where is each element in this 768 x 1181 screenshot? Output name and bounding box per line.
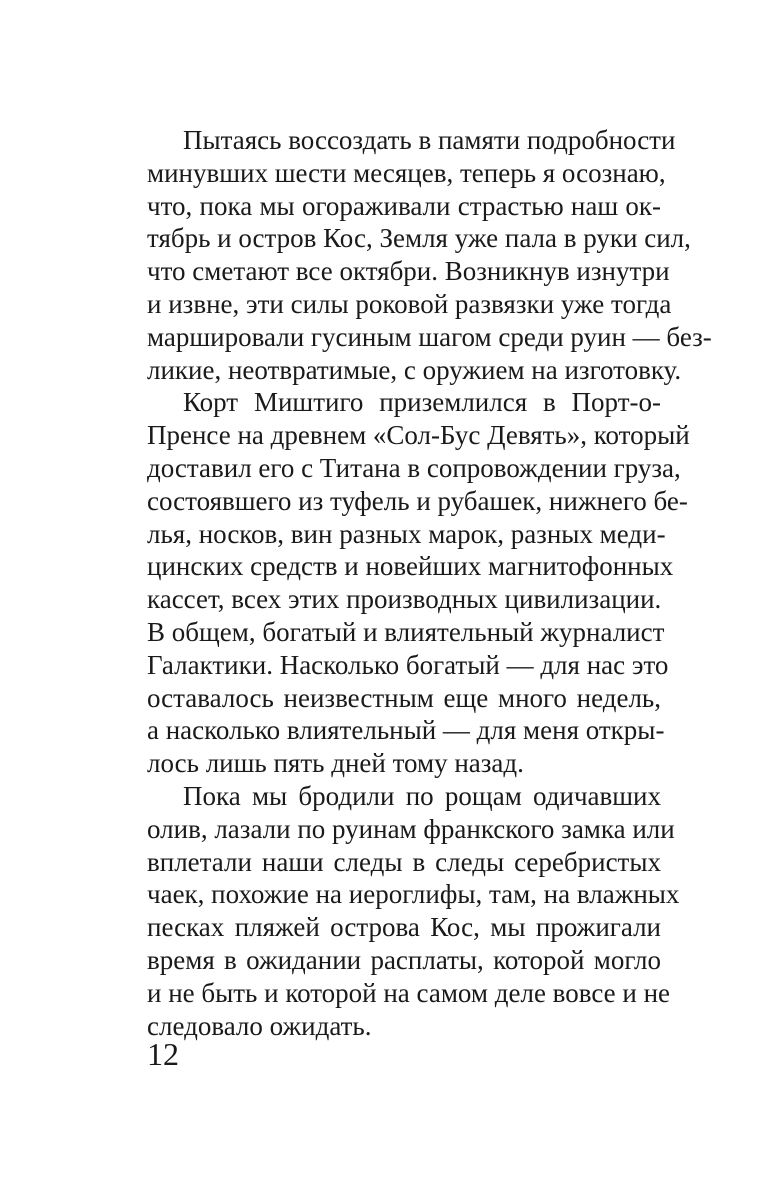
paragraph	[147, 124, 712, 386]
text-line: кассет, всех этих производных цивилизации.	[147, 584, 662, 615]
text-line: олив, лазали по руинам франкского замка или	[147, 813, 675, 844]
text-line: оставалось неизвестным еще много недель,	[147, 682, 661, 713]
text-line: Корт Миштиго приземлился в Порт-о-	[183, 387, 661, 418]
text-line: Пренсе на древнем «Сол-Бус Девять», который	[147, 420, 690, 451]
text-line: минувших шести месяцев, теперь я осознаю,	[147, 157, 666, 188]
paragraph	[147, 386, 690, 780]
text-line: лья, носков, вин разных марок, разных меди-	[147, 518, 666, 549]
text-line: что сметают все октябри. Возникнув изнутри	[147, 256, 670, 287]
text-line: следовало ожидать.	[147, 1010, 372, 1041]
text-line: состоявшего из туфель и рубашек, нижнего бе-	[147, 485, 688, 516]
text-line: тябрь и остров Кос, Земля уже пала в руки сил,	[147, 223, 691, 254]
text-line: чаек, похожие на иероглифы, там, на влажных	[147, 879, 680, 910]
text-line: время в ожидании расплаты, которой могло	[147, 944, 661, 975]
text-line: Пытаясь воссоздать в памяти подробности	[183, 125, 676, 155]
body-text	[147, 124, 712, 1042]
text-line: лось лишь пять дней тому назад.	[147, 748, 524, 779]
text-line: В общем, богатый и влиятельный журналист	[147, 616, 665, 647]
text-line: вплетали наши следы в следы серебристых	[147, 846, 661, 877]
text-line: что, пока мы огораживали страстью наш ок-	[147, 190, 661, 221]
text-line: и извне, эти силы роковой развязки уже тогда	[147, 288, 672, 319]
text-line: а насколько влиятельный — для меня откры-	[147, 715, 665, 746]
text-line: Пока мы бродили по рощам одичавших	[183, 780, 661, 811]
text-line: ликие, неотвратимые, с оружием на изготовку.	[147, 354, 682, 385]
text-line: доставил его с Титана в сопровождении груза,	[147, 452, 681, 483]
page-number: 12	[147, 1036, 179, 1072]
text-line: и не быть и которой на самом деле вовсе и не	[147, 977, 671, 1008]
paragraph	[147, 780, 680, 1042]
text-line: маршировали гусиным шагом среди руин — без-	[147, 321, 712, 352]
text-line: Галактики. Насколько богатый — для нас это	[147, 649, 669, 680]
text-line: песках пляжей острова Кос, мы прожигали	[147, 912, 661, 943]
text-line: цинских средств и новейших магнитофонных	[147, 551, 674, 582]
